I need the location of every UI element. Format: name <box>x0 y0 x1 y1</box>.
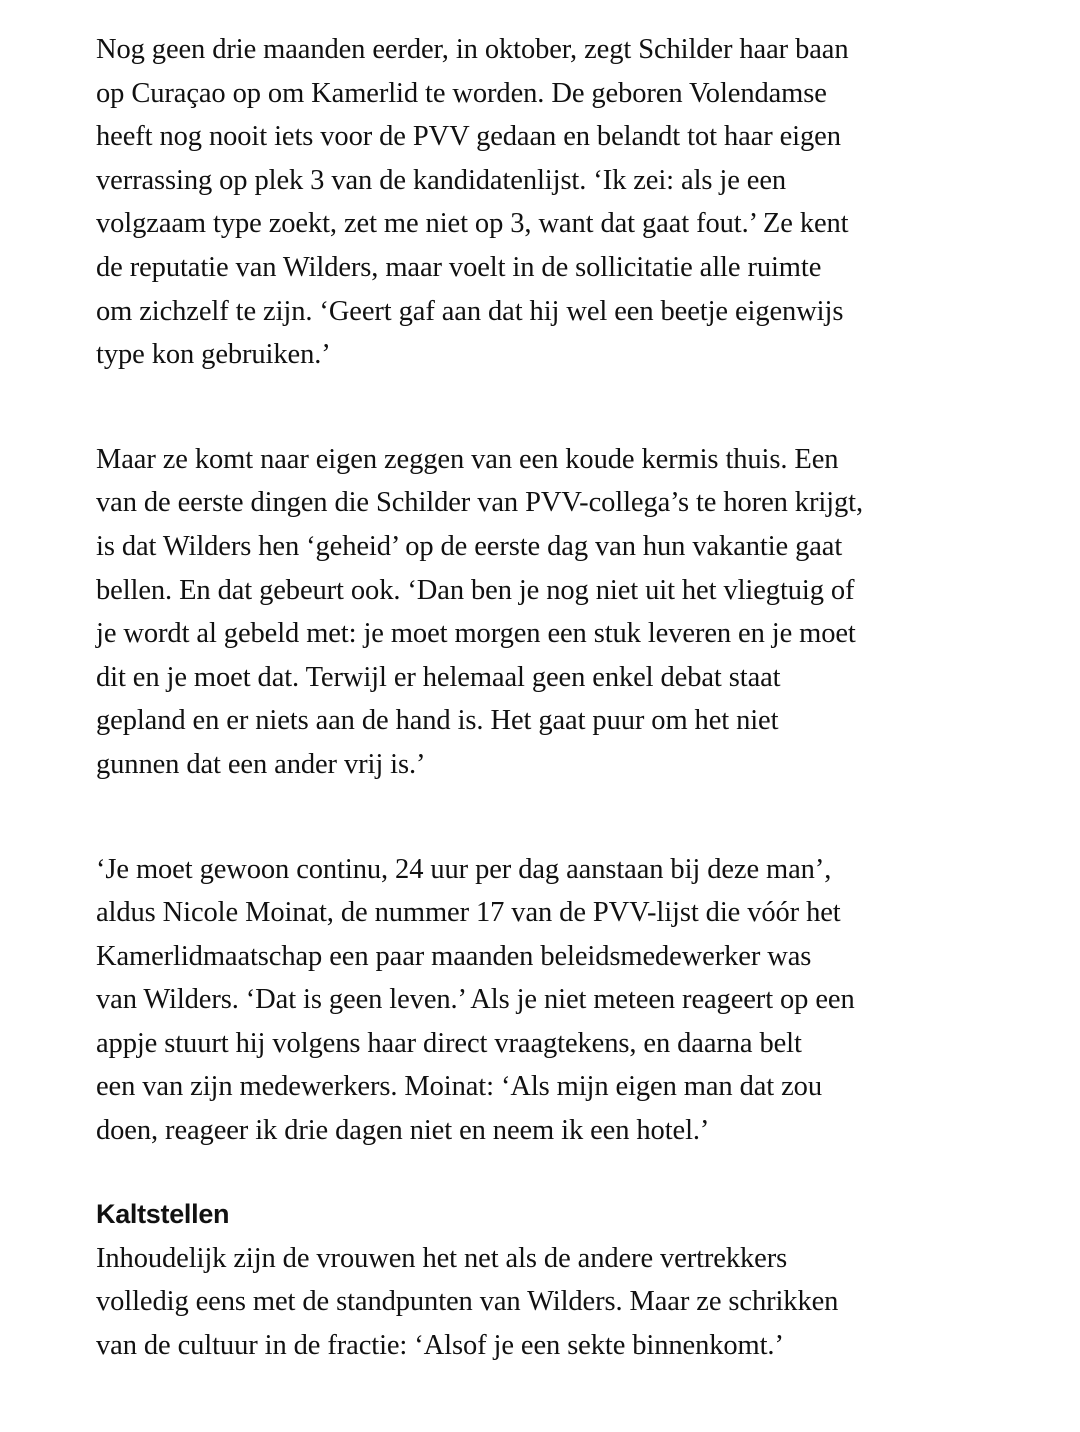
paragraph-inhoudelijk <box>96 1237 976 1368</box>
text-line: doen, reageer ik drie dagen niet en neem ik een hotel.’ <box>96 1115 710 1147</box>
text-line: is dat Wilders hen ‘geheid’ op de eerste dag van hun vakantie gaat <box>96 530 843 562</box>
text-line: verrassing op plek 3 van de kandidatenlijst. ‘Ik zei: als je een <box>96 164 787 196</box>
text-line: de reputatie van Wilders, maar voelt in de sollicitatie alle ruimte <box>96 251 822 283</box>
text-line: je wordt al gebeld met: je moet morgen een stuk leveren en je moet <box>96 618 856 650</box>
section-heading: Kaltstellen <box>96 1198 230 1229</box>
text-line: gepland en er niets aan de hand is. Het gaat puur om het niet <box>96 705 779 737</box>
text-line: Kamerlidmaatschap een paar maanden beleidsmedewerker was <box>96 940 812 972</box>
text-line: ‘Je moet gewoon continu, 24 uur per dag aanstaan bij deze man’, <box>96 853 832 885</box>
paragraph-moinat-quote <box>96 848 976 1153</box>
text-line: om zichzelf te zijn. ‘Geert gaf aan dat hij wel een beetje eigenwijs <box>96 295 844 327</box>
text-line: Nog geen drie maanden eerder, in oktober, zegt Schilder haar baan <box>96 34 849 65</box>
text-line: bellen. En dat gebeurt ook. ‘Dan ben je nog niet uit het vliegtuig of <box>96 574 855 606</box>
text-line: van Wilders. ‘Dat is geen leven.’ Als je niet meteen reageert op een <box>96 984 855 1016</box>
paragraph-koude-kermis <box>96 438 976 787</box>
text-line: volledig eens met de standpunten van Wilders. Maar ze schrikken <box>96 1286 839 1318</box>
text-line: volgzaam type zoekt, zet me niet op 3, want dat gaat fout.’ Ze kent <box>96 208 849 240</box>
text-line: type kon gebruiken.’ <box>96 339 331 371</box>
text-line: van de eerste dingen die Schilder van PVV-collega’s te horen krijgt, <box>96 487 863 519</box>
text-line: op Curaçao op om Kamerlid te worden. De geboren Volendamse <box>96 77 827 109</box>
text-line: gunnen dat een ander vrij is.’ <box>96 748 426 780</box>
text-line: aldus Nicole Moinat, de nummer 17 van de PVV-lijst die vóór het <box>96 897 841 929</box>
text-line: heeft nog nooit iets voor de PVV gedaan en belandt tot haar eigen <box>96 121 841 153</box>
text-line: dit en je moet dat. Terwijl er helemaal geen enkel debat staat <box>96 661 781 693</box>
text-line: appje stuurt hij volgens haar direct vraagtekens, en daarna belt <box>96 1027 802 1059</box>
text-line: Maar ze komt naar eigen zeggen van een koude kermis thuis. Een <box>96 443 839 475</box>
text-line: Inhoudelijk zijn de vrouwen het net als de andere vertrekkers <box>96 1242 788 1274</box>
paragraph-schilder-curacao <box>96 28 976 377</box>
text-line: een van zijn medewerkers. Moinat: ‘Als mijn eigen man dat zou <box>96 1071 822 1103</box>
article-body <box>96 28 976 1428</box>
text-line: van de cultuur in de fractie: ‘Alsof je een sekte binnenkomt.’ <box>96 1329 784 1361</box>
